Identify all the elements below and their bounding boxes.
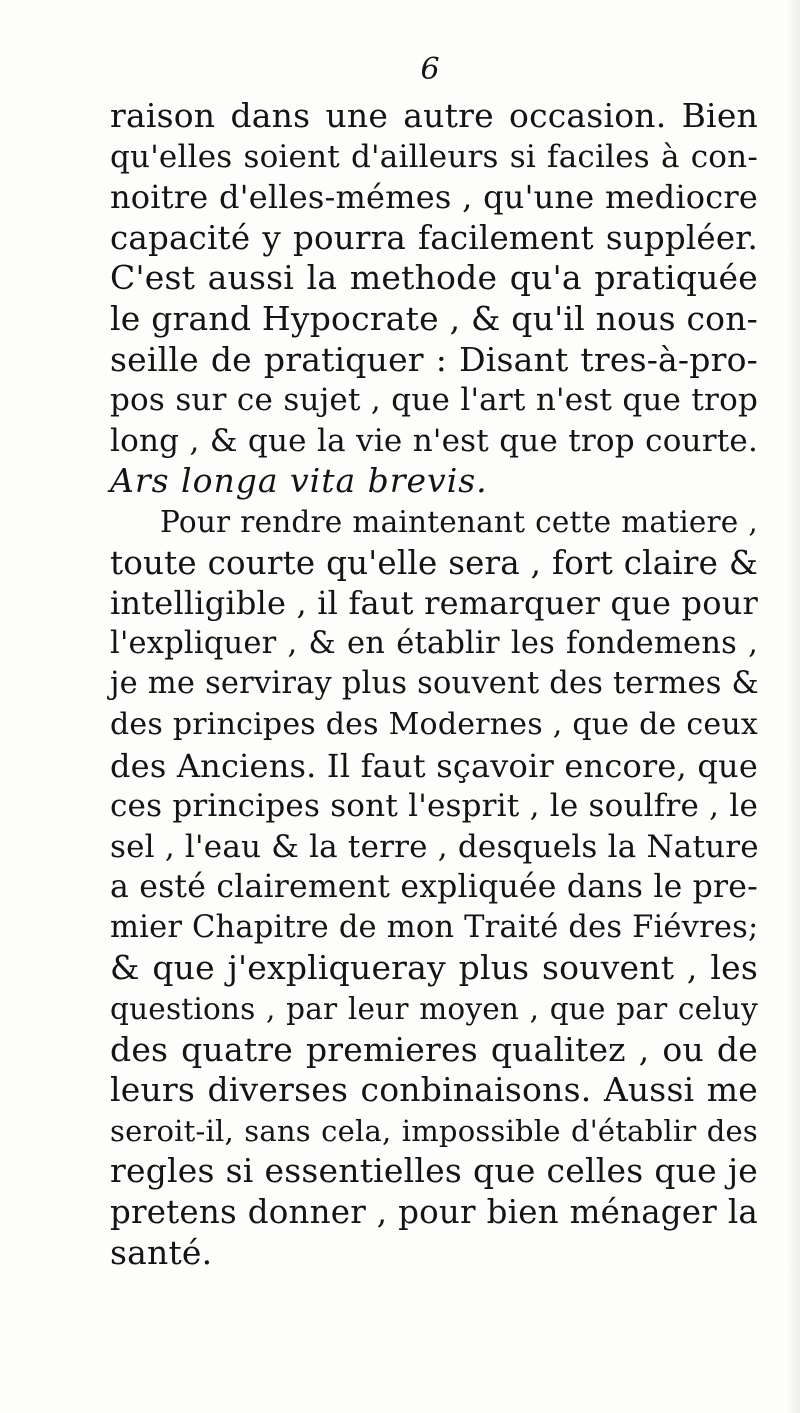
text-line: C'est aussi la methode qu'a pratiquée <box>110 258 758 298</box>
text-line: & que j'expliqueray plus souvent , les <box>110 948 758 988</box>
page-edge-shadow <box>786 0 800 1413</box>
text-line: a esté clairement expliquée dans le pre- <box>110 869 758 906</box>
text-line: noitre d'elles-mémes , qu'une mediocre <box>110 178 758 217</box>
text-line: seroit-il, sans cela, impossible d'établir des <box>110 1113 758 1148</box>
text-line: intelligible , il faut remarquer que pour <box>110 584 758 623</box>
text-line: mier Chapitre de mon Traité des Fiévres; <box>110 909 759 945</box>
text-line: ces principes sont l'esprit , le soulfre , le <box>110 788 758 825</box>
text-line: je me serviray plus souvent des termes & <box>110 666 759 702</box>
text-line: l'expliquer , & en établir les fondemens , <box>110 625 758 661</box>
page-number: 6 <box>420 52 440 87</box>
text-line: long , & que la vie n'est que trop courte. <box>110 422 758 459</box>
text-line: santé. <box>110 1232 213 1272</box>
text-line: questions , par leur moyen , que par celuy <box>110 992 758 1027</box>
latin-quote: Ars longa vita brevis. <box>110 461 488 501</box>
text-line: le grand Hypocrate , & qu'il nous con- <box>110 298 758 338</box>
text-line: pos sur ce sujet , que l'art n'est que trop <box>110 382 758 419</box>
text-line: pretens donner , pour bien ménager la <box>110 1193 758 1232</box>
text-line: qu'elles soient d'ailleurs si faciles à con- <box>110 138 758 175</box>
text-line: raison dans une autre occasion. Bien <box>110 96 758 135</box>
text-line: des Anciens. Il faut sçavoir encore, que <box>110 746 758 785</box>
text-line: regles si essentielles que celles que je <box>110 1151 758 1191</box>
text-line: sel , l'eau & la terre , desquels la Nature <box>110 828 759 865</box>
text-line: des principes des Modernes , que de ceux <box>110 706 758 742</box>
text-line: seille de pratiquer : Disant tres-à-pro- <box>110 339 758 379</box>
text-line: toute courte qu'elle sera , fort claire & <box>110 543 758 582</box>
text-line: capacité y pourra facilement suppléer. <box>110 218 758 257</box>
text-line: Pour rendre maintenant cette matiere , <box>160 504 758 539</box>
text-line: leurs diverses conbinaisons. Aussi me <box>110 1070 758 1110</box>
body-text <box>110 96 758 1273</box>
text-line: des quatre premieres qualitez , ou de <box>110 1029 758 1069</box>
